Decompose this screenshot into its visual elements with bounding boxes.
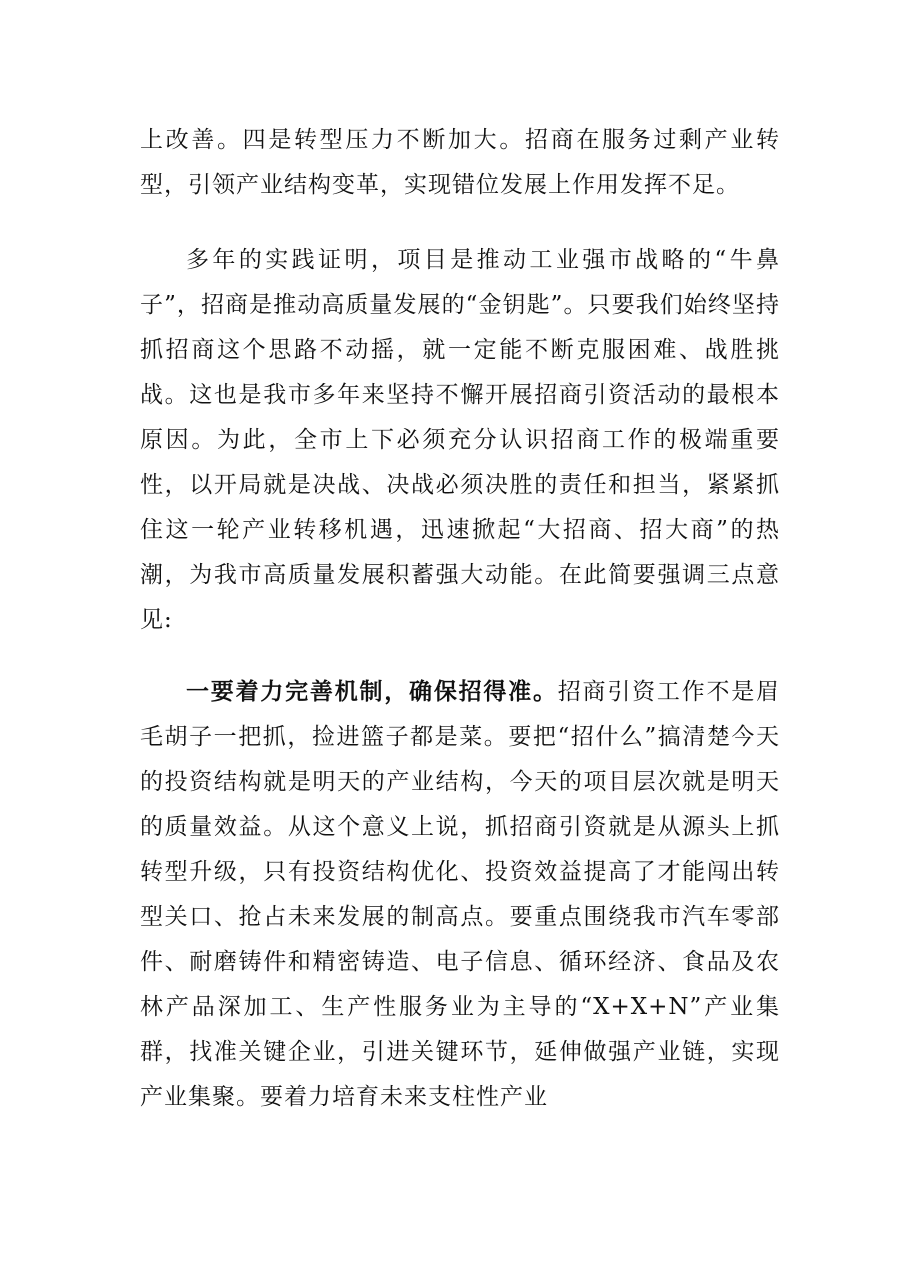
- paragraph-practice-proves: 多年的实践证明，项目是推动工业强市战略的“牛鼻子”，招商是推动高质量发展的“金钥匙”。只要我们始终坚持抓招商这个思路不动摇，就一定能不断克服困难、战胜挑战。这也是我市多年来坚持不懈开展招商引资活动的最根本原因。为此，全市上下必须充分认识招商工作的极端重要性，以开局就是决战、决战必须决胜的责任和担当，紧紧抓住这一轮产业转移机遇，迅速掀起“大招商、招大商”的热潮，为我市高质量发展积蓄强大动能。在此简要强调三点意见:: [140, 247, 780, 633]
- section-heading: 一要着力完善机制，确保招得准。: [186, 679, 558, 705]
- paragraph-improve-mechanism: [140, 670, 780, 1120]
- paragraph-continuation: 上改善。四是转型压力不断加大。招商在服务过剩产业转型，引领产业结构变革，实现错位发展上作用发挥不足。: [140, 127, 780, 198]
- section-body: 招商引资工作不是眉毛胡子一把抓，捡进篮子都是菜。要把“招什么”搞清楚今天的投资结构就是明天的产业结构，今天的项目层次就是明天的质量效益。从这个意义上说，抓招商引资就是从源头上抓转型升级，只有投资结构优化、投资效益提高了才能闯出转型关口、抢占未来发展的制高点。要重点围绕我市汽车零部件、耐磨铸件和精密铸造、电子信息、循环经济、食品及农林产品深加工、生产性服务业为主导的“X+X+N”产业集群，找准关键企业，引进关键环节，延伸做强产业链，实现产业集聚。要着力培育未来支柱性产业: [140, 679, 781, 1110]
